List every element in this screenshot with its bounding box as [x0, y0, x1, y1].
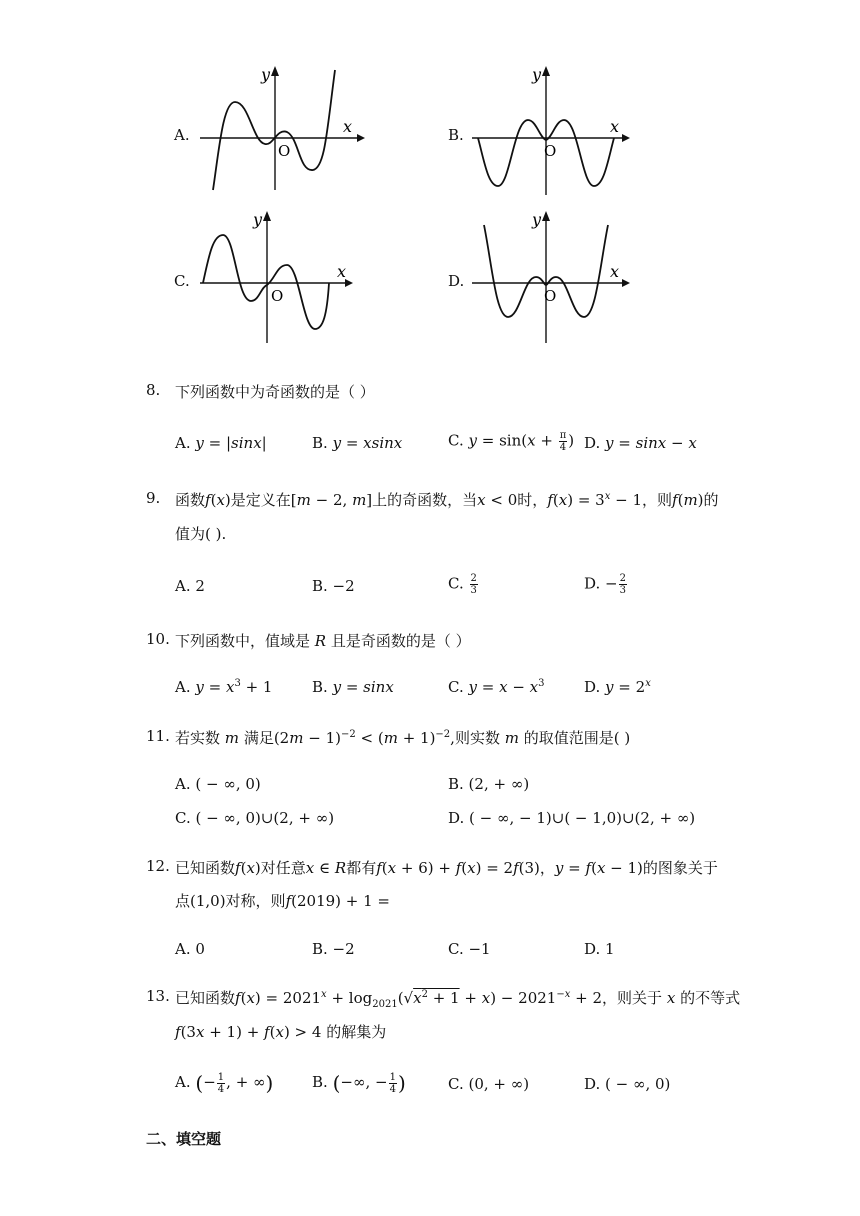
graph-d-origin: O	[544, 287, 557, 305]
graph-b-x-label: x	[610, 117, 620, 136]
q12-stem-line1: 已知函数f(x)对任意x ∈ R都有f(x + 6) + f(x) = 2f(3)，y = f(x − 1)的图象关于	[175, 859, 718, 877]
q9-option-c: C. $\frac{2}{3}$	[448, 573, 477, 596]
q13-option-c: C. (0, + ∞)	[448, 1075, 530, 1093]
q12-number: 12.	[146, 857, 170, 875]
graph-b-label: B.	[448, 126, 464, 144]
q9-option-d: D. − $\frac{2}{3}$	[584, 573, 626, 596]
graph-a	[195, 60, 365, 200]
q10-option-b: B. y = sinx	[312, 678, 394, 696]
q12-option-b: B. −2	[312, 940, 355, 958]
q11-stem: 若实数 m 满足$(2m - 1)^{-2} < (m + 1)^{-2}$,则实数 m 的取值范围是( )	[175, 729, 631, 747]
graph-c-label: C.	[174, 272, 190, 290]
q9-stem-line1: 函数f(x)是定义在[m − 2, m]上的奇函数，当x < 0时，$f(x) = 3^x - 1$，则f(m)的	[175, 491, 719, 509]
q10-stem: 下列函数中，值域是 R 且是奇函数的是（ ）	[175, 632, 471, 650]
graph-a-x-label: x	[343, 117, 353, 136]
graph-c-x-label: x	[337, 262, 347, 281]
q11-option-c: C. ( − ∞, 0)∪(2, + ∞)	[175, 809, 335, 827]
q8-option-d: D. y = sinx − x	[584, 434, 697, 452]
q12-option-c: C. −1	[448, 940, 491, 958]
graph-b-origin: O	[544, 142, 557, 160]
graph-a-label: A.	[174, 126, 190, 144]
q13-option-a: A. (− $\frac{1}{4}$ , + ∞)	[175, 1071, 274, 1095]
graph-c-origin: O	[271, 287, 284, 305]
q11-option-b: B. (2, + ∞)	[448, 775, 530, 793]
q13-option-d: D. ( − ∞, 0)	[584, 1075, 671, 1093]
graph-d-label: D.	[448, 272, 465, 290]
q13-stem-line1: 已知函数$f(x) = 2021^x + \log_{2021}(√x^2 + 1 + x) - 2021^{-x} + 2$，则关于 x 的不等式	[175, 989, 741, 1010]
q8-option-c: C. y = sin(x + $\frac{\pi}{4}$ )	[448, 430, 575, 453]
q11-option-d: D. ( − ∞, − 1)∪( − 1,0)∪(2, + ∞)	[448, 809, 696, 827]
q12-option-a: A. 0	[175, 940, 205, 958]
q8-number: 8.	[146, 381, 161, 399]
graph-a-y-label: y	[261, 65, 271, 84]
graph-d	[470, 205, 640, 345]
graph-c-y-label: y	[253, 210, 263, 229]
q9-option-b: B. −2	[312, 577, 355, 595]
q11-number: 11.	[146, 727, 170, 745]
graph-d-x-label: x	[610, 262, 620, 281]
graph-a-origin: O	[278, 142, 291, 160]
q9-stem-line2: 值为( ).	[175, 525, 227, 543]
section-heading: 二、填空题	[146, 1130, 222, 1148]
q8-option-b: B. y = xsinx	[312, 434, 403, 452]
q11-option-a: A. ( − ∞, 0)	[175, 775, 261, 793]
graph-c	[195, 205, 365, 345]
q9-option-a: A. 2	[175, 577, 205, 595]
q10-option-d: D. $y = 2^x$	[584, 678, 651, 696]
q13-stem-line2: f(3x + 1) + f(x) > 4 的解集为	[175, 1023, 387, 1041]
graph-b	[470, 60, 640, 200]
q13-option-b: B. (−∞, − $\frac{1}{4}$ )	[312, 1071, 406, 1095]
q8-stem: 下列函数中为奇函数的是（ ）	[175, 383, 375, 401]
q12-stem-line2: 点(1,0)对称，则f(2019) + 1 =	[175, 892, 390, 910]
q12-option-d: D. 1	[584, 940, 615, 958]
q10-option-c: C. $y = x - x^3$	[448, 678, 545, 696]
q13-number: 13.	[146, 987, 170, 1005]
q9-number: 9.	[146, 489, 161, 507]
graph-d-y-label: y	[532, 210, 542, 229]
graph-b-y-label: y	[532, 65, 542, 84]
q8-option-a: A. y = |sinx|	[175, 434, 267, 452]
q10-option-a: A. $y = x^3 + 1$	[175, 678, 273, 696]
q10-number: 10.	[146, 630, 170, 648]
